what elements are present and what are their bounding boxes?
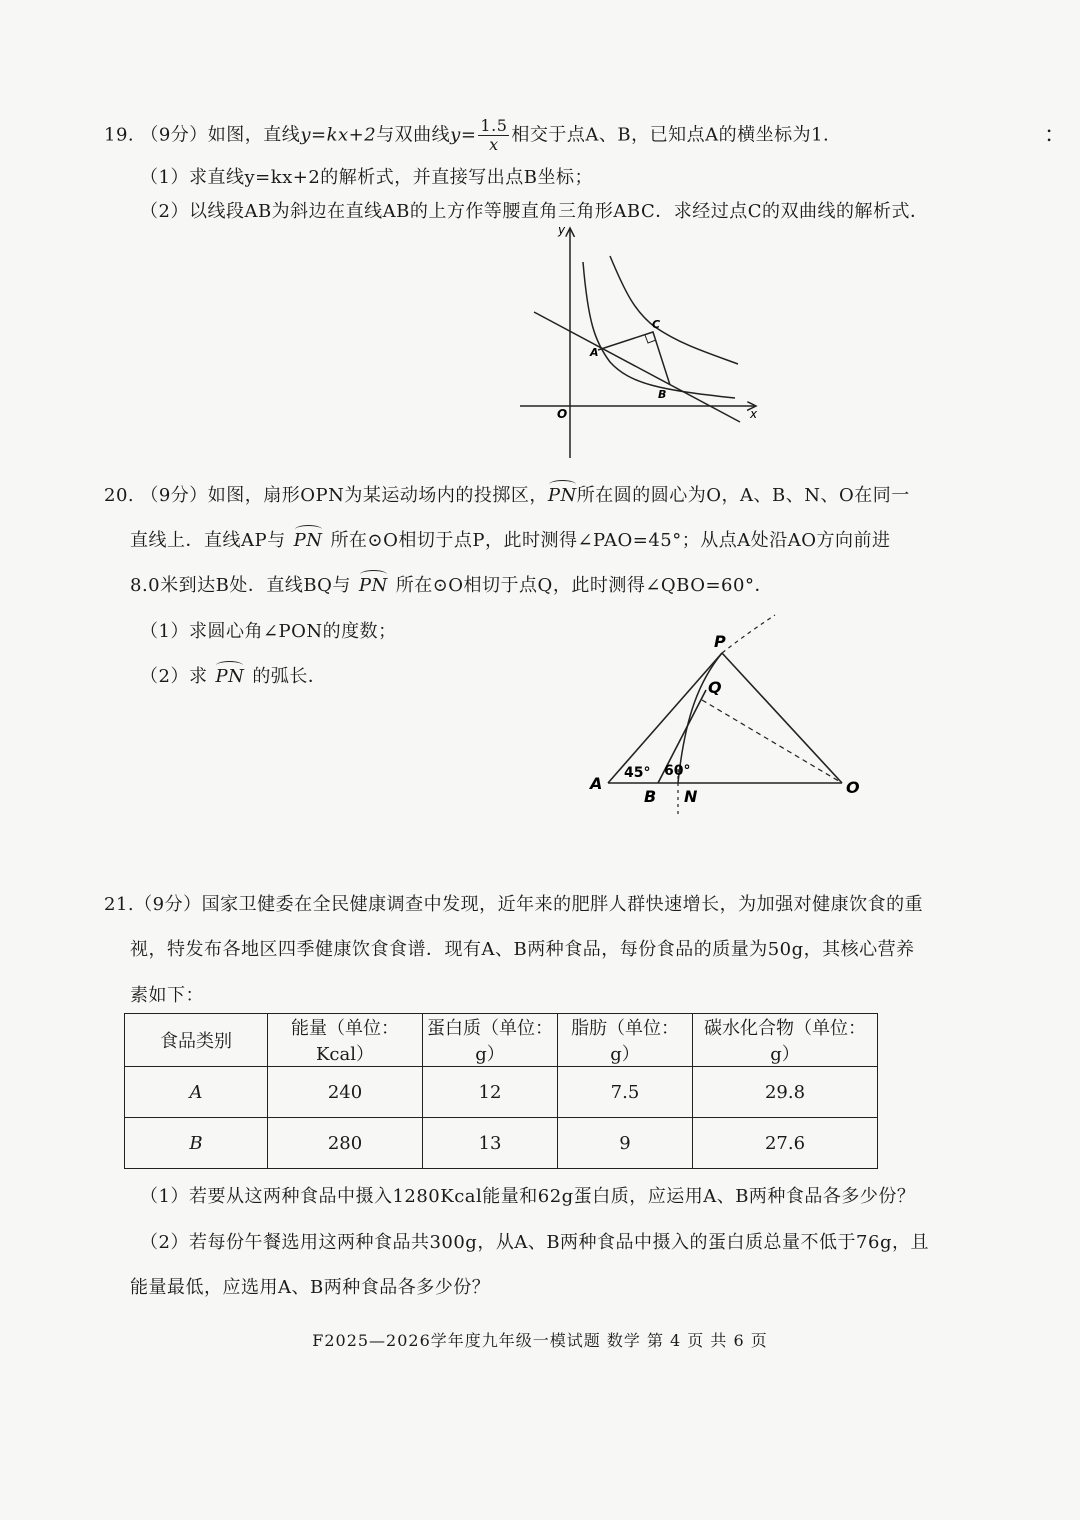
q21-line2: 视，特发布各地区四季健康饮食食谱．现有A、B两种食品，每份食品的质量为50g，其核心营养 — [130, 939, 915, 960]
table-row — [125, 1118, 878, 1169]
q19-triangle — [598, 332, 670, 385]
table-cell: A — [125, 1067, 268, 1118]
q19-frac-num: 1.5 — [480, 116, 508, 135]
q20-line-po — [722, 653, 842, 783]
table-row — [125, 1067, 878, 1118]
q19-stem-b: 与双曲线 — [376, 124, 451, 146]
q21-part2-b: 能量最低，应选用A、B两种食品各多少份？ — [130, 1277, 491, 1298]
q19-label-b: B — [658, 388, 667, 401]
q20-label-b: B — [644, 787, 657, 806]
q20-part1: （1）求圆心角∠PON的度数； — [140, 621, 397, 642]
table-header: 脂肪（单位：g） — [558, 1014, 693, 1067]
q20-line-qo — [702, 700, 842, 783]
table-header: 能量（单位：Kcal） — [268, 1014, 423, 1067]
q20-angle-60: 60° — [664, 763, 691, 779]
table-cell: 29.8 — [693, 1067, 878, 1118]
table-header: 碳水化合物（单位：g） — [693, 1014, 878, 1067]
q20-label-q: Q — [708, 678, 722, 697]
q19-part2: （2）以线段AB为斜边在直线AB的上方作等腰直角三角形ABC．求经过点C的双曲线的解析式． — [140, 201, 929, 222]
q19-fraction — [478, 117, 509, 154]
q19-frac-den: x — [489, 135, 499, 154]
q20-part2 — [140, 662, 326, 688]
table-cell: 280 — [268, 1118, 423, 1169]
q19-stem — [104, 117, 829, 154]
q20-label-n: N — [684, 787, 698, 806]
q20-arc-pn-3: PN — [358, 575, 388, 596]
q20-line3 — [130, 571, 773, 597]
q20-label-o: O — [846, 778, 860, 797]
q20-part2-b: 的弧长． — [252, 666, 327, 687]
q21-part1: （1）若要从这两种食品中摄入1280Kcal能量和62g蛋白质，应运用A、B两种食品各多少份？ — [140, 1186, 916, 1207]
table-cell: 9 — [558, 1118, 693, 1169]
q20-line1-a: 20. （9分）如图，扇形OPN为某运动场内的投掷区， — [104, 485, 548, 506]
table-cell: 240 — [268, 1067, 423, 1118]
table-header: 蛋白质（单位：g） — [423, 1014, 558, 1067]
q20-arc-pn-1: PN — [547, 485, 577, 506]
q19-label-o: O — [557, 407, 568, 421]
q19-stem-a: 19. （9分）如图，直线 — [104, 124, 301, 146]
q19-part1: （1）求直线y=kx+2的解析式，并直接写出点B坐标； — [140, 167, 594, 188]
q19-stem-c: 相交于点A、B，已知点A的横坐标为1. — [511, 124, 830, 146]
table-cell: 27.6 — [693, 1118, 878, 1169]
q20-label-a: A — [590, 774, 603, 793]
q20-line1 — [104, 481, 910, 507]
table-header-row — [125, 1014, 878, 1067]
table-cell: B — [125, 1118, 268, 1169]
table-cell: 7.5 — [558, 1067, 693, 1118]
q20-line3-b: 所在⊙O相切于点Q，此时测得∠QBO=60°． — [395, 575, 773, 596]
q20-arc-pn-2: PN — [293, 530, 323, 551]
q19-hyperbola-2 — [610, 256, 738, 364]
q20-line2-a: 直线上．直线AP与 — [130, 530, 286, 551]
q20-line1-b: 所在圆的圆心为O，A、B、N、O在同一 — [576, 485, 910, 506]
q19-label-x: x — [750, 407, 758, 421]
q19-label-y: y — [558, 223, 566, 237]
q19-y-eq: y= — [450, 124, 477, 146]
q21-line1: 21.（9分）国家卫健委在全民健康调查中发现，近年来的肥胖人群快速增长，为加强对健康饮食的重 — [104, 894, 924, 915]
nutrition-table — [124, 1013, 878, 1169]
table-cell: 13 — [423, 1118, 558, 1169]
q21-part2-a: （2）若每份午餐选用这两种食品共300g，从A、B两种食品中摄入的蛋白质总量不低于76g，且 — [140, 1232, 929, 1253]
margin-mark: ： — [1044, 123, 1067, 148]
q19-label-a: A — [590, 346, 599, 359]
q19-line-eq: y=kx+2 — [300, 124, 377, 146]
q20-line2-b: 所在⊙O相切于点P，此时测得∠PAO=45°；从点A处沿AO方向前进 — [330, 530, 891, 551]
q20-dashed-arc — [722, 615, 775, 653]
q19-label-c: C — [652, 318, 661, 331]
q20-arc-pn-4: PN — [215, 666, 245, 687]
table-cell: 12 — [423, 1067, 558, 1118]
q21-line3: 素如下： — [130, 985, 204, 1006]
table-header: 食品类别 — [125, 1014, 268, 1067]
q20-label-p: P — [714, 632, 726, 651]
q20-figure — [580, 605, 870, 820]
q20-line2 — [130, 526, 891, 552]
q20-part2-a: （2）求 — [140, 666, 208, 687]
page-footer: F2025—2026学年度九年级一模试题 数学 第 4 页 共 6 页 — [312, 1331, 768, 1350]
q20-angle-45: 45° — [624, 765, 651, 781]
q19-figure — [510, 222, 770, 462]
q20-line3-a: 8.0米到达B处．直线BQ与 — [130, 575, 351, 596]
